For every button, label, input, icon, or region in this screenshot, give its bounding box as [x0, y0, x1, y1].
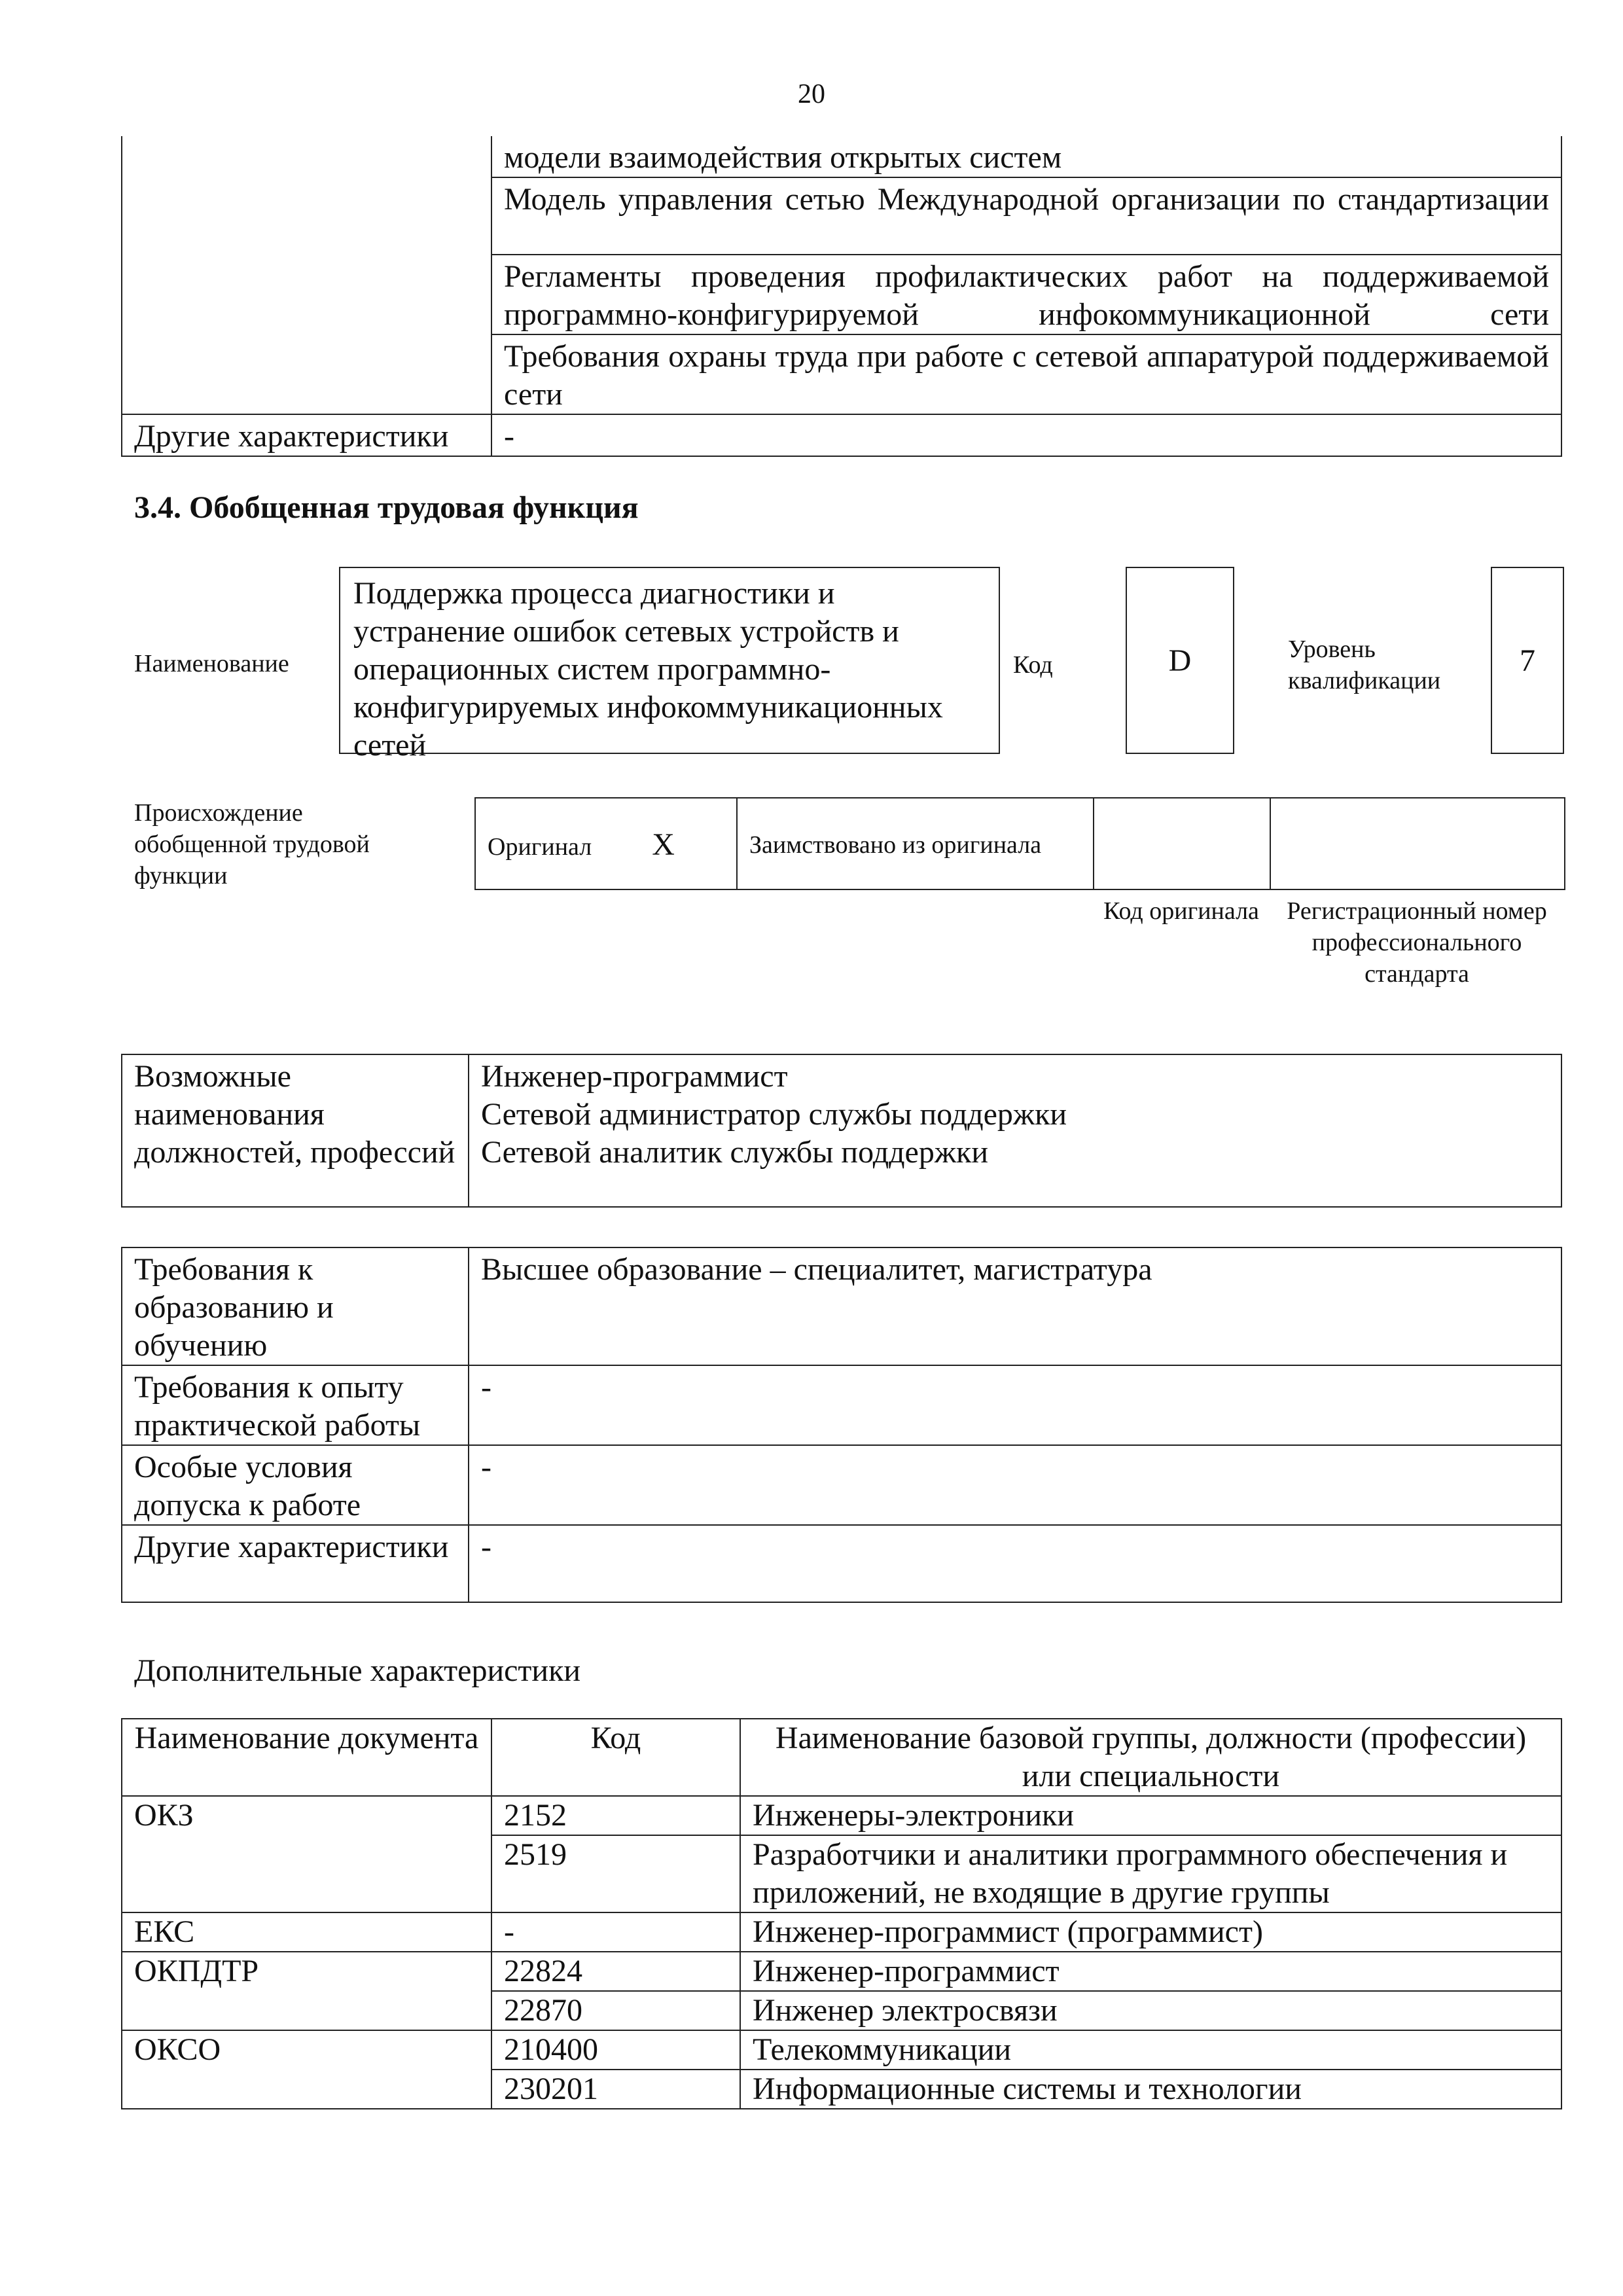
positions-label: Возможные наименования должностей, профессий — [122, 1054, 469, 1207]
top-characteristics-table — [121, 136, 1562, 457]
position-item: Сетевой аналитик службы поддержки — [481, 1135, 989, 1170]
original-label: Оригинал — [488, 833, 592, 861]
knowledge-item: Регламенты проведения профилактических работ на поддерживаемой программно-конфигурируемой инфокоммуникационной сети — [491, 255, 1561, 334]
code-cell: 230201 — [491, 2070, 740, 2109]
requirement-value: - — [469, 1445, 1561, 1525]
origin-label: Происхождение обобщенной трудовой функции — [134, 799, 370, 889]
code-cell: 2519 — [491, 1835, 740, 1912]
registration-caption: Регистрационный номер профессионального стандарта — [1287, 897, 1547, 988]
position-item: Сетевой администратор службы поддержки — [481, 1097, 1067, 1132]
requirement-label: Особые условия допуска к работе — [122, 1445, 469, 1525]
code-cell: 210400 — [491, 2030, 740, 2070]
group-name-cell: Разработчики и аналитики программного обеспечения и приложений, не входящие в другие группы — [740, 1835, 1561, 1912]
doc-cell: ЕКС — [122, 1912, 491, 1952]
doc-cell: ОКСО — [122, 2030, 491, 2109]
page-number: 20 — [798, 79, 825, 109]
group-name-cell: Телекоммуникации — [740, 2030, 1561, 2070]
function-name-box — [339, 567, 1000, 762]
positions-table — [121, 1054, 1562, 1208]
additional-table — [121, 1718, 1562, 2109]
requirement-value: - — [469, 1365, 1561, 1445]
other-characteristics-value: - — [491, 414, 1561, 456]
code-box — [1126, 567, 1234, 754]
group-name-cell: Инженер-программист (программист) — [740, 1912, 1561, 1952]
group-name-cell: Инженер-программист — [740, 1952, 1561, 1991]
requirement-label: Требования к опыту практической работы — [122, 1365, 469, 1445]
code-cell: 2152 — [491, 1796, 740, 1835]
doc-cell: ОКПДТР — [122, 1952, 491, 2030]
borrowed-label: Заимствовано из оригинала — [737, 798, 1094, 889]
knowledge-item: модели взаимодействия открытых систем — [491, 136, 1561, 177]
registration-number-cell — [1270, 798, 1565, 889]
group-name-cell: Инженер электросвязи — [740, 1991, 1561, 2030]
section-title: 3.4. Обобщенная трудовая функция — [134, 490, 639, 525]
name-label: Наименование — [134, 650, 289, 677]
header-code: Код — [491, 1719, 740, 1796]
requirements-table — [121, 1247, 1562, 1603]
code-cell: 22824 — [491, 1952, 740, 1991]
knowledge-item: Требования охраны труда при работе с сетевой аппаратурой поддерживаемой сети — [491, 334, 1561, 414]
level-label: Уровень квалификации — [1288, 636, 1441, 694]
group-name-cell: Информационные системы и технологии — [740, 2070, 1561, 2109]
level-box — [1491, 567, 1564, 754]
code-cell: - — [491, 1912, 740, 1952]
header-group-name: Наименование базовой группы, должности (профессии) или специальности — [740, 1719, 1561, 1796]
code-cell: 22870 — [491, 1991, 740, 2030]
code-caption: Код оригинала — [1103, 897, 1259, 925]
code-value: D — [1168, 643, 1192, 678]
requirement-label: Требования к образованию и обучению — [122, 1247, 469, 1365]
origin-table — [474, 797, 1565, 890]
additional-title: Дополнительные характеристики — [134, 1653, 581, 1688]
header-document: Наименование документа — [122, 1719, 491, 1796]
code-label: Код — [1013, 651, 1053, 679]
group-name-cell: Инженеры-электроники — [740, 1796, 1561, 1835]
empty-label-cell — [122, 136, 491, 414]
level-value: 7 — [1520, 643, 1535, 678]
requirement-value: Высшее образование – специалитет, магистратура — [469, 1247, 1561, 1365]
other-characteristics-label: Другие характеристики — [122, 414, 491, 456]
original-code-cell — [1094, 798, 1270, 889]
requirement-value: - — [469, 1525, 1561, 1602]
original-cell — [475, 798, 737, 889]
positions-list — [469, 1054, 1561, 1207]
position-item: Инженер-программист — [481, 1059, 788, 1094]
original-mark: X — [652, 827, 675, 862]
doc-cell: ОКЗ — [122, 1796, 491, 1912]
requirement-label: Другие характеристики — [122, 1525, 469, 1602]
knowledge-item: Модель управления сетью Международной организации по стандартизации — [491, 177, 1561, 255]
function-name: Поддержка процесса диагностики и устранение ошибок сетевых устройств и операционных систем программно-конфигурируемых инфокоммуникационных сетей — [353, 576, 943, 762]
